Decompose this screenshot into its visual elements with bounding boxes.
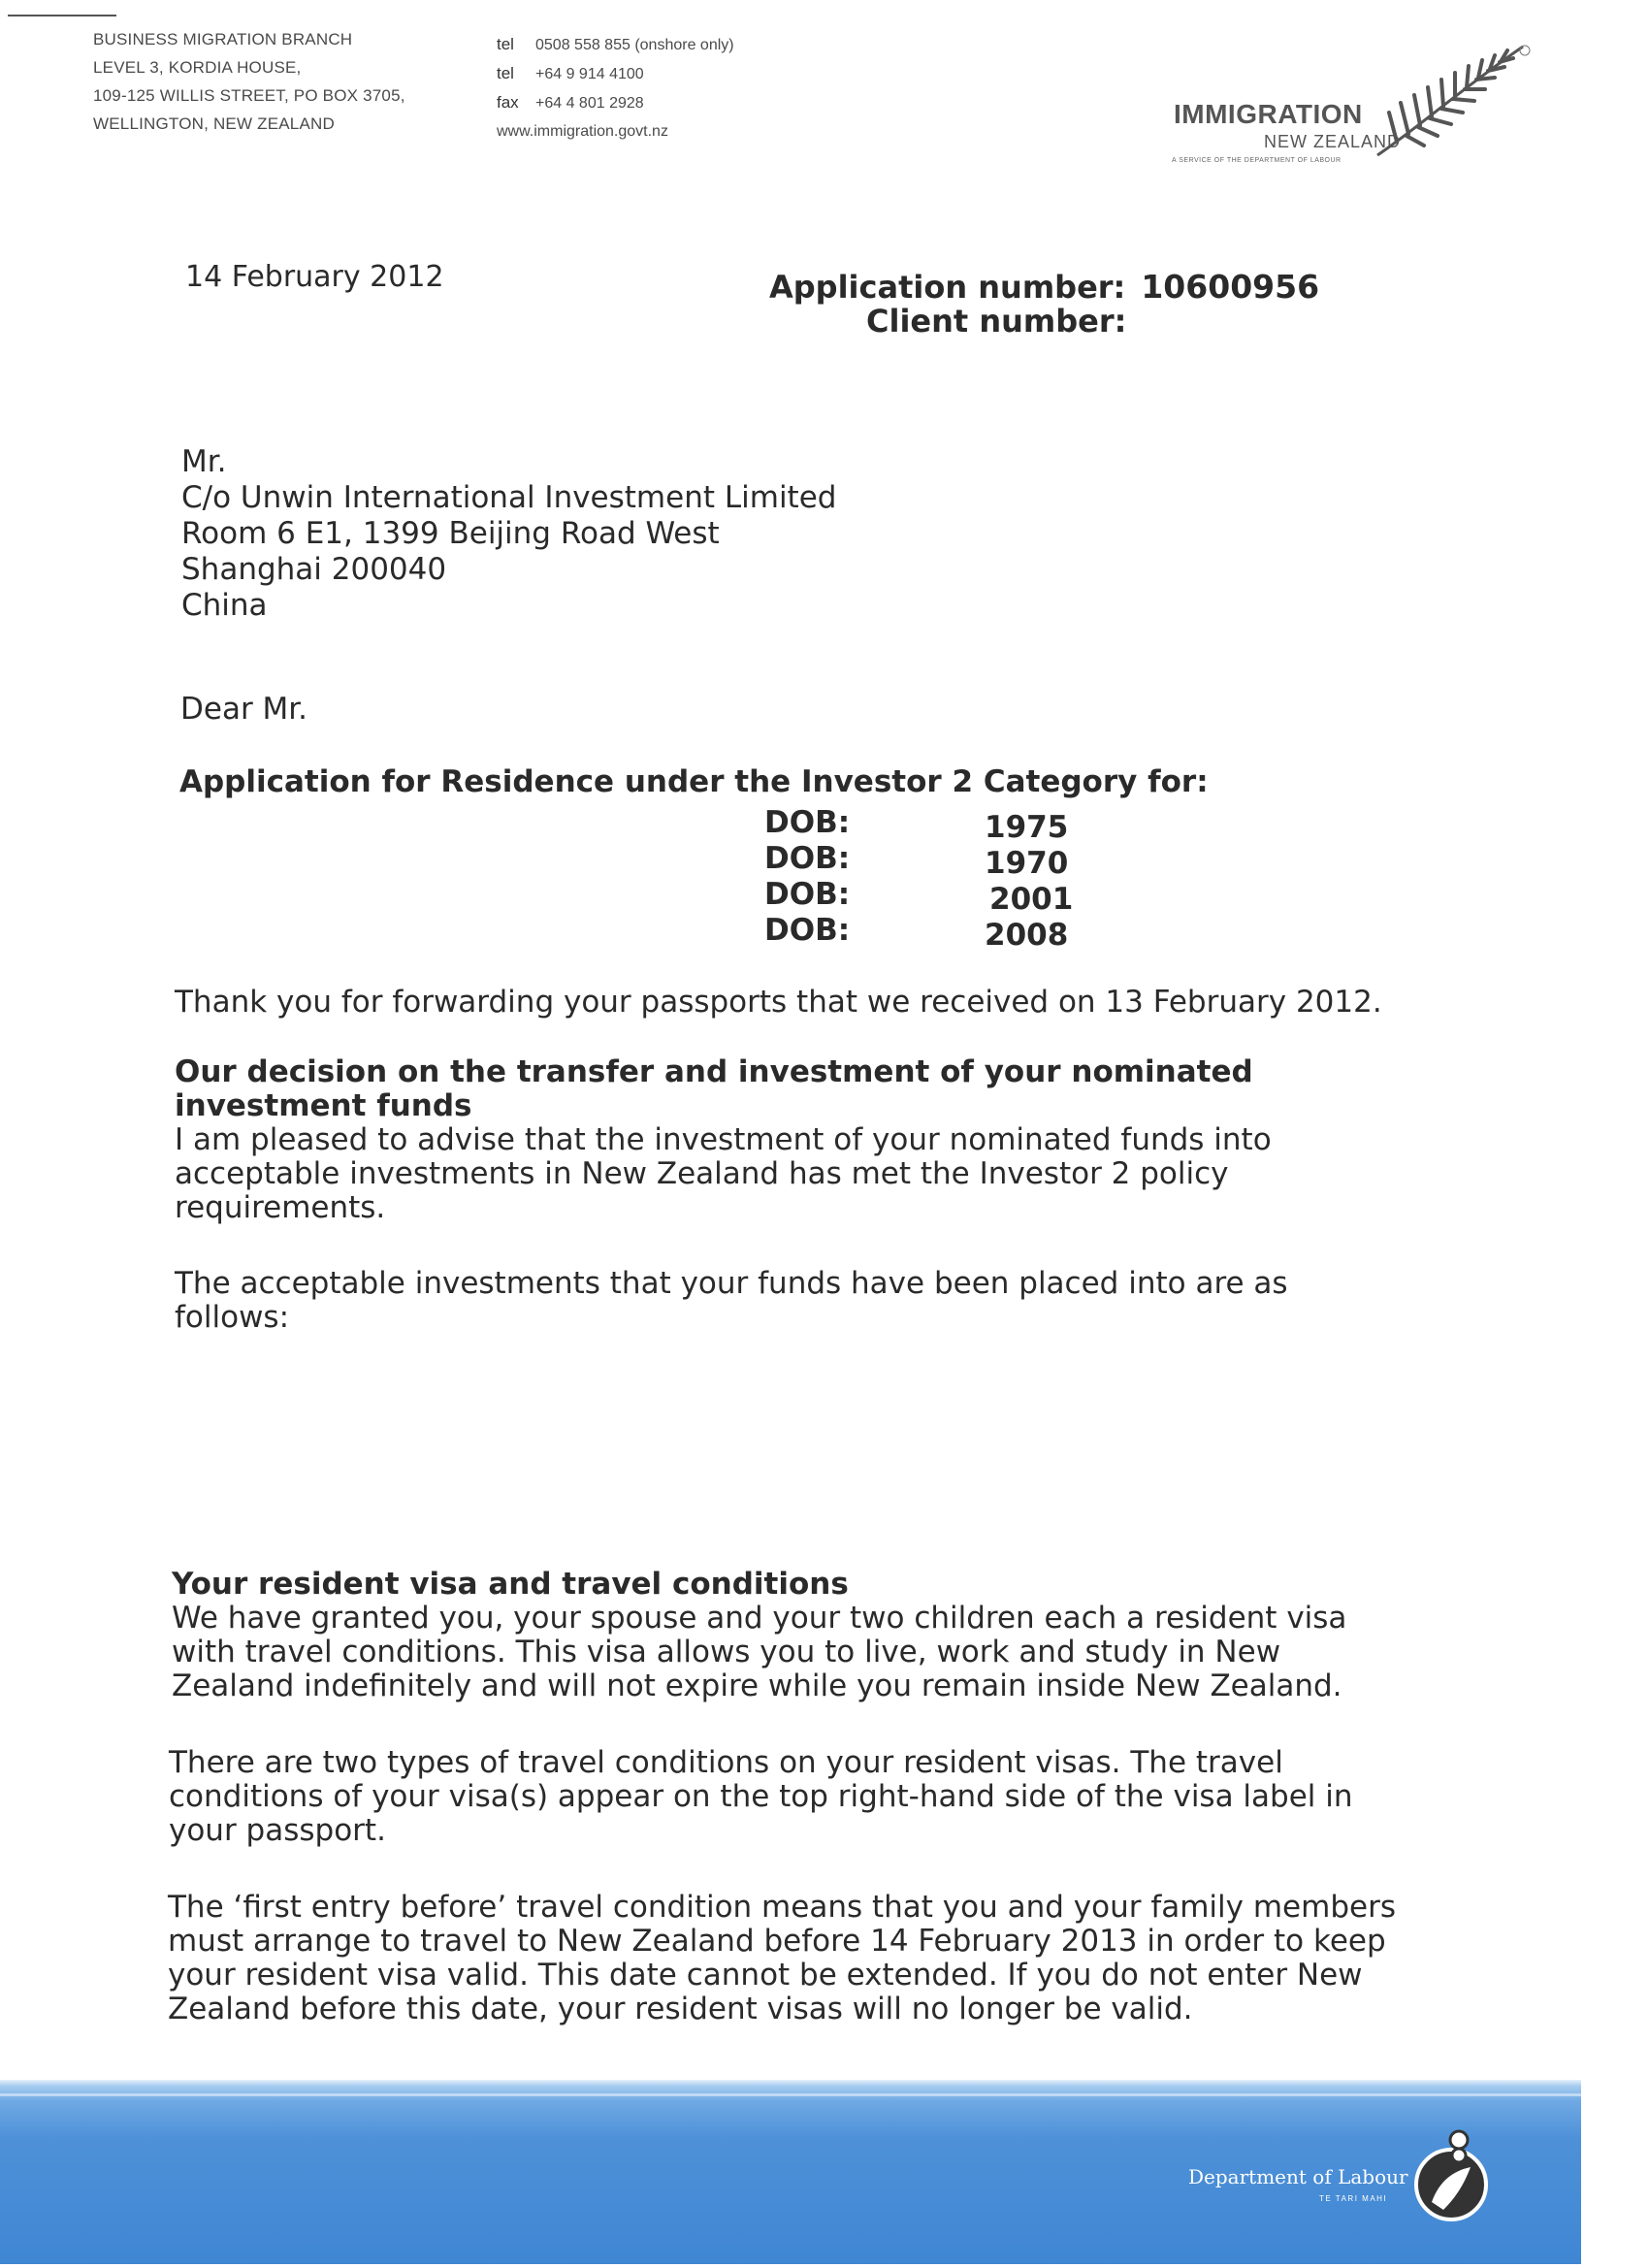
visa-heading: Your resident visa and travel conditions [172, 1567, 849, 1602]
address-line: China [181, 588, 268, 623]
branch-line: LEVEL 3, KORDIA HOUSE, [93, 58, 302, 77]
dob-label: DOB: [764, 805, 851, 840]
application-number-value: 10600956 [1141, 268, 1320, 306]
address-line: Shanghai 200040 [181, 552, 447, 587]
decision-paragraph: I am pleased to advise that the investment of your nominated funds into acceptable investments in New Zealand has met the Investor 2 policy requirements. [175, 1122, 1272, 1225]
dob-year: 1975 [985, 810, 1069, 845]
logo-main-text: IMMIGRATION [1174, 99, 1363, 129]
dob-year: 2001 [989, 882, 1074, 917]
department-subtitle: TE TARI MAHI [1319, 2194, 1388, 2203]
contact-website: www.immigration.govt.nz [497, 123, 668, 140]
top-rule [8, 15, 116, 16]
dob-year: 2008 [985, 918, 1069, 953]
branch-line: BUSINESS MIGRATION BRANCH [93, 30, 353, 49]
subject-line: Application for Residence under the Investor 2 Category for: [179, 764, 1209, 799]
first-entry-paragraph: The ‘first entry before’ travel condition means that you and your family members must arrange to travel to New Zealand before 14 February 2013 in order to keep your resident visa valid. This date cannot be extended. If you do not enter New Zealand before this date, your resident visas will no longer be valid. [168, 1890, 1396, 2026]
department-name: Department of Labour [1188, 2165, 1408, 2188]
visa-paragraph: We have granted you, your spouse and your two children each a resident visa with travel conditions. This visa allows you to live, work and study in New Zealand indefinitely and will not expire while you remain inside New Zealand. [172, 1601, 1347, 1703]
address-line: Room 6 E1, 1399 Beijing Road West [181, 516, 720, 551]
dob-label: DOB: [764, 877, 851, 912]
application-number [769, 268, 1319, 306]
branch-address [93, 25, 405, 138]
department-of-labour-logo-icon [1410, 2121, 1492, 2227]
recipient-address [181, 444, 836, 624]
contact-phone: tel +64 9 914 4100 [497, 64, 644, 82]
contact-phone-onshore: tel 0508 558 855 (onshore only) [497, 35, 734, 53]
branch-line: WELLINGTON, NEW ZEALAND [93, 114, 335, 133]
client-number-label: Client number: [866, 303, 1127, 340]
thanks-paragraph: Thank you for forwarding your passports that we received on 13 February 2012. [175, 985, 1382, 1020]
address-line: C/o Unwin International Investment Limited [181, 480, 837, 515]
address-line: Mr. [181, 444, 227, 479]
contact-details [497, 30, 734, 146]
dob-label: DOB: [764, 913, 851, 948]
salutation: Dear Mr. [180, 692, 308, 727]
logo-sub-text: NEW ZEALAND [1264, 132, 1402, 151]
letter-date: 14 February 2012 [185, 260, 444, 294]
decision-heading: Our decision on the transfer and investment of your nominated investment funds [175, 1054, 1253, 1123]
contact-fax: fax +64 4 801 2928 [497, 93, 644, 112]
travel-conditions-paragraph: There are two types of travel conditions on your resident visas. The travel conditions of your visa(s) appear on the top right-hand side of the visa label in your passport. [169, 1745, 1353, 1848]
investments-paragraph: The acceptable investments that your funds have been placed into are as follows: [175, 1266, 1288, 1335]
immigration-nz-logo [1164, 37, 1533, 173]
application-number-label: Application number: [769, 269, 1126, 306]
footer-band-stripe [0, 2093, 1581, 2096]
dob-year: 1970 [985, 846, 1069, 881]
logo-tagline: A SERVICE OF THE DEPARTMENT OF LABOUR [1172, 157, 1342, 164]
dob-label: DOB: [764, 841, 851, 876]
branch-line: 109-125 WILLIS STREET, PO BOX 3705, [93, 86, 405, 105]
